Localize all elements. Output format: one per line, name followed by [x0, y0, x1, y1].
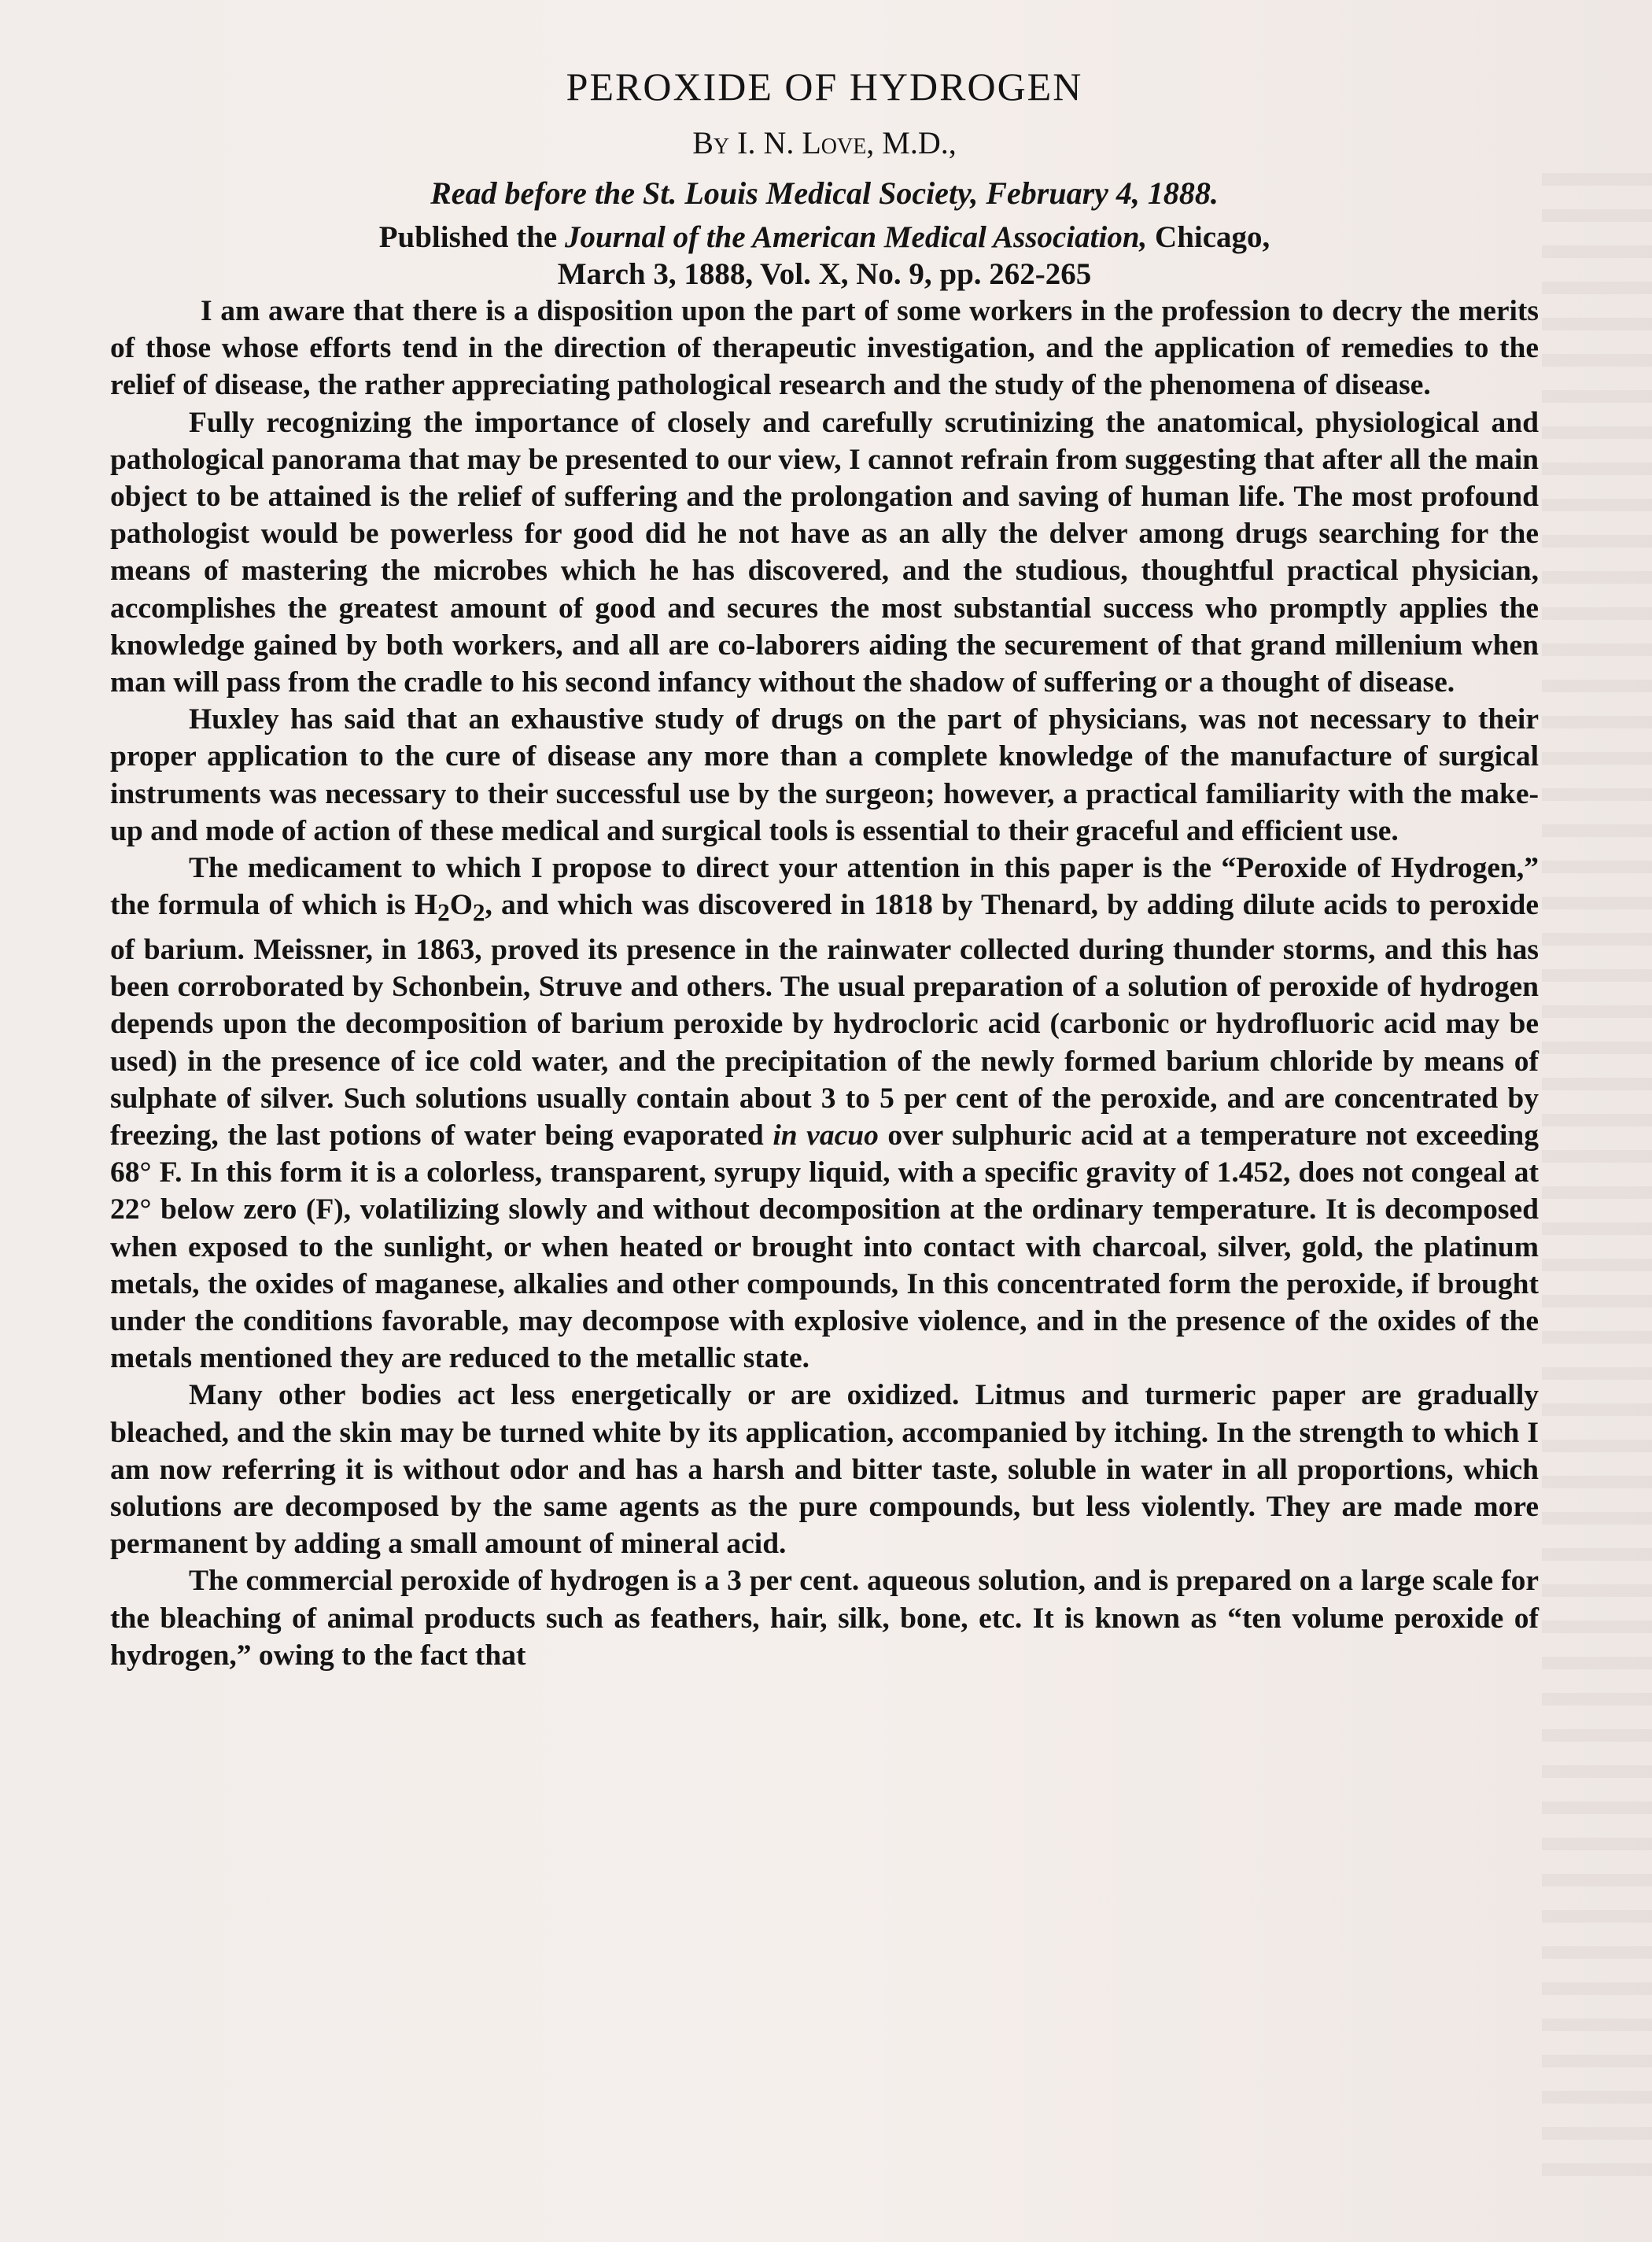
- publication-details: March 3, 1888, Vol. X, No. 9, pp. 262-265: [557, 257, 1092, 291]
- paragraph-5: Many other bodies act less energetically or are oxidized. Litmus and turmeric paper are gradually bleached, and the skin may be turned white by its application, accompanied by itching. In the strength to which I am now referring it is without odor and has a harsh and bitter taste, soluble in water in all proportions, which solutions are decomposed by the same agents as the pure compounds, but less violently. They are made more permanent by adding a small amount of mineral acid.: [110, 1379, 1539, 1561]
- publication-prefix: Published the: [378, 220, 558, 254]
- article: [110, 55, 1539, 1674]
- paragraph-3: Huxley has said that an exhaustive study of drugs on the part of physicians, was not necessary to their proper application to the cure of disease any more than a complete knowledge of the manufacture of surgical instruments was necessary to their successful use by the surgeon; however, a practical familiarity with the make-up and mode of action of these medical and surgical tools is essential to their graceful and efficient use.: [110, 703, 1539, 847]
- formula-hydrogen-subscript: 2: [437, 898, 450, 927]
- chemical-formula: [414, 889, 485, 927]
- publication-line: [110, 219, 1539, 293]
- paragraph-4: [110, 850, 1539, 1377]
- formula-oxygen: O: [449, 889, 473, 922]
- author-line: By I. N. Love, M.D.,: [692, 125, 957, 160]
- paragraph-2: Fully recognizing the importance of closely and carefully scrutinizing the anatomical, physiological and pathological panorama that may be presented to our view, I cannot refrain from suggesting that after all the main object to be attained is the relief of suffering and the prolongation and saving of human life. The most profound pathologist would be powerless for good did he not have as an ally the delver among drugs searching for the means of mastering the microbes which he has discovered, and the studious, thoughtful practical physician, accomplishes the greatest amount of good and secures the most substantial success who promptly applies the knowledge gained by both workers, and all are co-laborers aiding the securement of that grand millenium when man will pass from the cradle to his second infancy without the shadow of suffering or a thought of disease.: [110, 406, 1539, 699]
- bleed-through-text: [1542, 173, 1652, 2187]
- paragraph-6: The commercial peroxide of hydrogen is a 3 per cent. aqueous solution, and is prepared on a large scale for the bleaching of animal products such as feathers, hair, silk, bone, etc. It is known as “ten volume peroxide of hydrogen,” owing to the fact that: [110, 1565, 1539, 1672]
- paragraph-4-text-b: , and which was discovered in 1818 by Thenard, by adding dilute acids to peroxide of barium. Meissner, in 1863, proved its presence in the rainwater collected during thunder storms, and this has been corroborated by Schonbein, Struve and others. The usual preparation of a solution of peroxide of hydrogen depends upon the decomposition of barium peroxide by hydrocloric acid (carbonic or hydrofluoric acid may be used) in the presence of ice cold water, and the precipitation of the newly formed barium chloride by means of sulphate of silver. Such solutions usually contain about 3 to 5 per cent of the peroxide, and are concentrated by freezing, the last potions of water being evaporated: [110, 889, 1539, 1152]
- paragraph-4-text-c: over sulphuric acid at a temperature not exceeding 68° F. In this form it is a colorless, transparent, syrupy liquid, with a specific gravity of 1.452, does not congeal at 22° below zero (F), volatilizing slowly and without decomposition at the ordinary temperature. It is decomposed when exposed to the sunlight, or when heated or brought into contact with charcoal, silver, gold, the platinum metals, the oxides of maganese, alkalies and other compounds, In this concentrated form the peroxide, if brought under the conditions favorable, may decompose with explosive violence, and in the presence of the oxides of the metals mentioned they are reduced to the metallic state.: [110, 1119, 1540, 1375]
- journal-name: Journal of the American Medical Association,: [564, 220, 1148, 254]
- publication-city: Chicago,: [1155, 220, 1270, 254]
- paragraph-1: I am aware that there is a disposition upon the part of some workers in the profession to decry the merits of those whose efforts tend in the direction of therapeutic investigation, and the application of remedies to the relief of disease, the rather appreciating pathological research and the study of the phenomena of disease.: [110, 295, 1539, 402]
- formula-oxygen-subscript: 2: [472, 898, 485, 927]
- paragraph-4-text-a: The medicament to which I propose to direct your attention in this paper is the “Peroxide of Hydrogen,” the formula of which is: [110, 852, 1539, 922]
- formula-hydrogen: H: [414, 889, 438, 922]
- read-before-line: Read before the St. Louis Medical Society, February 4, 1888.: [430, 175, 1219, 211]
- in-vacuo-term: in vacuo: [773, 1119, 879, 1152]
- article-title: PEROXIDE OF HYDROGEN: [566, 65, 1083, 109]
